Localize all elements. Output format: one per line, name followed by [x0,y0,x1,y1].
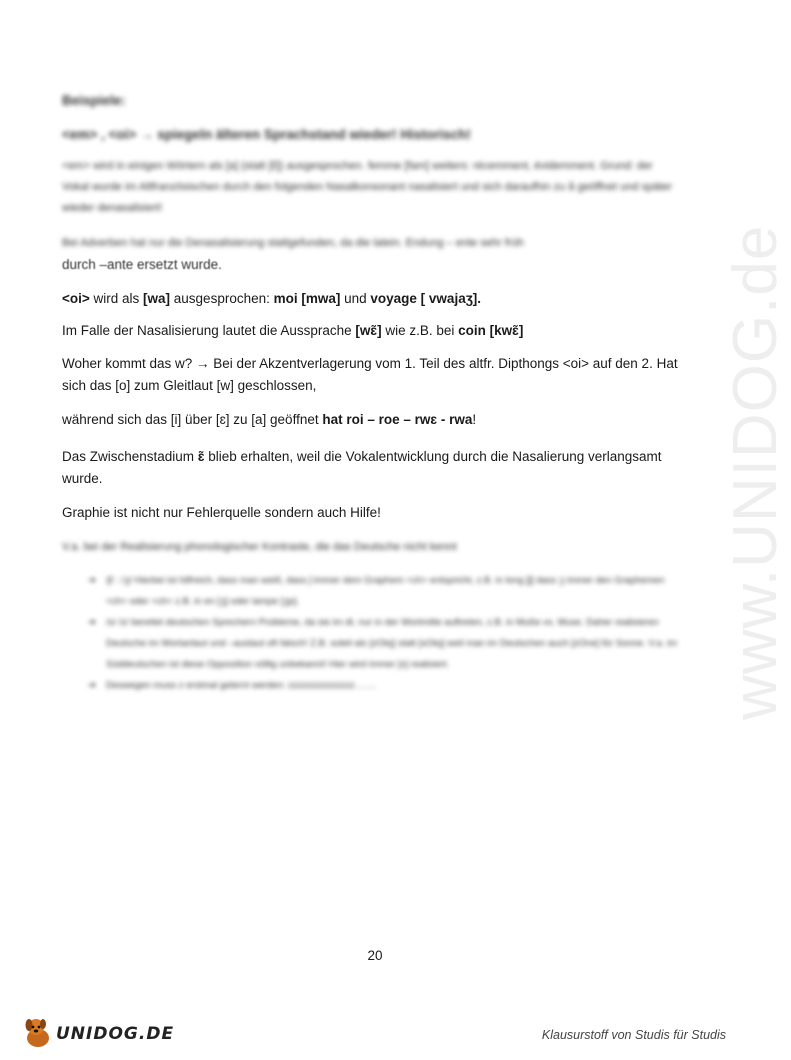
text-bold: [wa] [143,291,171,306]
text-bold: ɛ̃ [197,449,205,464]
paragraph-end: durch –ante ersetzt wurde. [62,257,222,272]
text-bold: coin [kwɛ̃] [458,323,524,338]
arrow-icon: ➔ [88,680,96,691]
footer-tagline: Klausurstoff von Studis für Studis [541,1028,726,1042]
text-bold: <oi> [62,291,90,306]
list-item [88,612,688,675]
paragraph-nasal [62,320,682,342]
text: Das Zwischenstadium [62,449,198,464]
text-bold: voyage [ vwajaʒ]. [370,291,482,306]
dog-icon [22,1016,56,1050]
blurred-line: <em> , <oi> → spiegeln älteren Sprachstand wieder! Historisch! [62,127,471,142]
list-item-text: /s/ /z/ bereitet deutschen Sprechern Probleme, da sie im dt. nur in der Wortmitte auftreten, z.B. in Muße vs. Muse. Daher realisieren Deutsche im Wortanlaut und –auslaut oft falsch! Z.B. soleil als [zOlɛj] statt [sOlɛj] weil man im Deutschen auch [zOne] für Sonne. V.a. im Süddeutschen ist diese Opposition völlig unbekannt! Hier wird immer [s] realisiert. [106,617,678,670]
watermark: www.UNIDOG.de [721,224,790,720]
list-item-text: Deswegen muss z erstmal gelernt werden: zzzzzzzzzzzzzz……. [106,680,377,691]
text-bold: moi [mwa] [273,291,341,306]
blurred-paragraph-2: Bei Adverben hat nur die Denasalisierung stattgefunden, da die latein. Endung – ente sehr früh [62,237,524,249]
text: ! [472,412,477,427]
text: während sich das [i] über [ɛ] zu [a] geöffnet [62,412,323,427]
text: blieb erhalten, weil die Vokalentwicklung durch die Nasalierung verlangsamt wurde. [62,449,662,486]
list-item [88,570,688,612]
blurred-paragraph: <em> wird in einigen Wörtern als [a] (statt [ɛ̃]) ausgesprochen. femme [fam] weiters: récemment, évidemment. Grund: der Vokal wurde im Altfranzösischen durch den folgenden Nasalkonsonant nasalisiert und sich daraufhin zu ã geöffnet und später wieder denasalisiert! [62,160,673,214]
text: und [340,291,371,306]
text-bold: hat roi – roe – rwɛ - rwa [322,412,473,427]
paragraph-graphie: Graphie ist nicht nur Fehlerquelle sondern auch Hilfe! [62,505,381,520]
text-bold: [wɛ̃] [355,323,382,338]
text: wie z.B. bei [381,323,459,338]
blurred-heading: Beispiele: [62,93,126,108]
paragraph-zwischenstadium [62,446,682,490]
logo-text: UNIDOG.DE [56,1024,175,1044]
arrow-icon: ➔ [88,575,96,586]
paragraph-w: Woher kommt das w? → Bei der Akzentverlagerung vom 1. Teil des altfr. Dipthongs <oi> auf den 2. Hat sich das [o] zum Gleitlaut [w] geschlossen, [62,356,678,393]
blurred-bullet-list [88,570,688,696]
blurred-intro: V.a. bei der Realisierung phonologischer Kontraste, die das Deutsche nicht kennt [62,541,457,553]
list-item-text: /ʃ/ : /ʒ/ Hierbei ist hilfreich, dass man weiß, dass ʃ immer dem Graphem <ch> entspricht, z.B. in long [ʃ] dass ʒ immer den Graphemen <ch> oder <ch> z.B. in en [ʒ] oder lampe [ʒp]. [106,575,665,607]
paragraph-oi [62,288,682,310]
page-number: 20 [367,948,383,963]
text: wird als [89,291,144,306]
text: ausgesprochen: [170,291,274,306]
arrow-icon: ➔ [88,617,96,628]
text: Im Falle der Nasalisierung lautet die Aussprache [62,323,356,338]
paragraph-opening [62,409,682,431]
unidog-logo [22,1016,175,1050]
list-item [88,675,688,696]
